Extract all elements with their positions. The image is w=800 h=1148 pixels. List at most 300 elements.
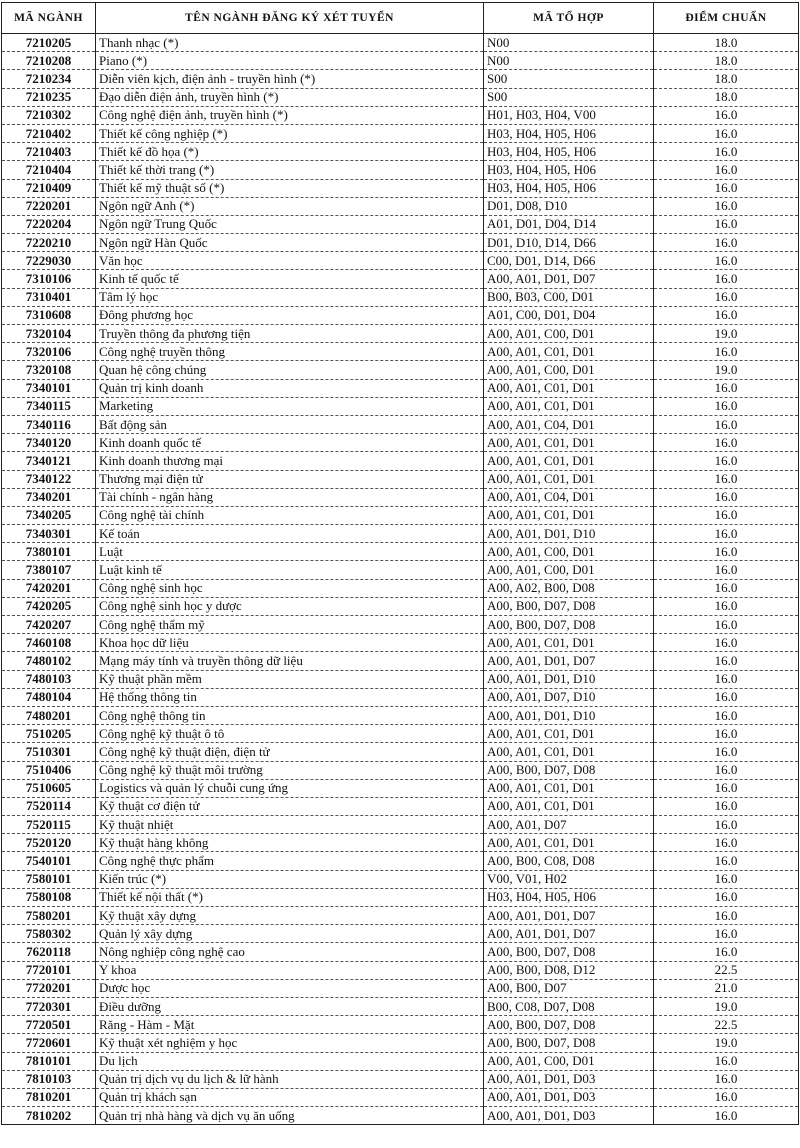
major-name-cell: Công nghệ truyền thông <box>96 343 484 361</box>
major-name-cell: Thương mại điện tử <box>96 470 484 488</box>
subject-combination-cell: A00, A02, B00, D08 <box>484 579 654 597</box>
table-row <box>2 597 799 615</box>
major-code-cell: 7340205 <box>2 506 96 524</box>
major-name-cell: Tâm lý học <box>96 288 484 306</box>
major-name-cell: Công nghệ thẩm mỹ <box>96 616 484 634</box>
subject-combination-cell: H03, H04, H05, H06 <box>484 179 654 197</box>
major-code-cell: 7310401 <box>2 288 96 306</box>
table-row <box>2 779 799 797</box>
major-name-cell: Dược học <box>96 979 484 997</box>
table-row <box>2 306 799 324</box>
major-name-cell: Kỹ thuật hàng không <box>96 834 484 852</box>
table-row <box>2 543 799 561</box>
table-row <box>2 506 799 524</box>
cutoff-score-cell: 19.0 <box>654 997 799 1015</box>
subject-combination-cell: A00, B00, D07, D08 <box>484 597 654 615</box>
major-code-cell: 7340116 <box>2 415 96 433</box>
cutoff-score-cell: 16.0 <box>654 288 799 306</box>
cutoff-score-cell: 22.5 <box>654 961 799 979</box>
subject-combination-cell: A00, A01, C04, D01 <box>484 415 654 433</box>
subject-combination-cell: A00, A01, D01, D07 <box>484 652 654 670</box>
major-code-cell: 7210409 <box>2 179 96 197</box>
cutoff-score-cell: 16.0 <box>654 270 799 288</box>
table-row <box>2 525 799 543</box>
subject-combination-cell: A00, A01, C00, D01 <box>484 1052 654 1070</box>
major-code-cell: 7810202 <box>2 1107 96 1125</box>
cutoff-score-cell: 16.0 <box>654 907 799 925</box>
major-name-cell: Công nghệ sinh học y dược <box>96 597 484 615</box>
major-code-cell: 7380101 <box>2 543 96 561</box>
major-name-cell: Quản trị khách sạn <box>96 1088 484 1106</box>
major-code-cell: 7720301 <box>2 997 96 1015</box>
subject-combination-cell: A00, A01, C01, D01 <box>484 634 654 652</box>
cutoff-score-cell: 16.0 <box>654 561 799 579</box>
cutoff-score-cell: 16.0 <box>654 506 799 524</box>
major-code-cell: 7720501 <box>2 1016 96 1034</box>
subject-combination-cell: S00 <box>484 88 654 106</box>
major-name-cell: Kinh tế quốc tế <box>96 270 484 288</box>
subject-combination-cell: A00, A01, C01, D01 <box>484 506 654 524</box>
table-row <box>2 688 799 706</box>
table-row <box>2 70 799 88</box>
cutoff-score-cell: 16.0 <box>654 852 799 870</box>
major-code-cell: 7810201 <box>2 1088 96 1106</box>
subject-combination-cell: A00, A01, D07, D10 <box>484 688 654 706</box>
major-code-cell: 7210208 <box>2 52 96 70</box>
major-code-cell: 7580302 <box>2 925 96 943</box>
subject-combination-cell: B00, B03, C00, D01 <box>484 288 654 306</box>
major-name-cell: Công nghệ thực phẩm <box>96 852 484 870</box>
table-row <box>2 634 799 652</box>
major-name-cell: Công nghệ kỹ thuật môi trường <box>96 761 484 779</box>
table-row <box>2 361 799 379</box>
subject-combination-cell: A00, B00, D07, D08 <box>484 943 654 961</box>
major-code-cell: 7810101 <box>2 1052 96 1070</box>
cutoff-score-cell: 16.0 <box>654 215 799 233</box>
subject-combination-cell: A00, A01, D01, D10 <box>484 525 654 543</box>
subject-combination-cell: A00, A01, C01, D01 <box>484 397 654 415</box>
table-row <box>2 1070 799 1088</box>
major-code-cell: 7210302 <box>2 106 96 124</box>
subject-combination-cell: A00, B00, D07, D08 <box>484 761 654 779</box>
table-row <box>2 1052 799 1070</box>
cutoff-score-cell: 16.0 <box>654 1088 799 1106</box>
major-name-cell: Y khoa <box>96 961 484 979</box>
subject-combination-cell: A00, A01, D01, D03 <box>484 1070 654 1088</box>
major-name-cell: Kế toán <box>96 525 484 543</box>
major-name-cell: Ngôn ngữ Trung Quốc <box>96 215 484 233</box>
subject-combination-cell: A00, A01, D01, D07 <box>484 270 654 288</box>
major-code-cell: 7420205 <box>2 597 96 615</box>
major-name-cell: Công nghệ sinh học <box>96 579 484 597</box>
cutoff-score-cell: 16.0 <box>654 415 799 433</box>
cutoff-score-cell: 16.0 <box>654 161 799 179</box>
subject-combination-cell: A00, A01, C01, D01 <box>484 725 654 743</box>
subject-combination-cell: H01, H03, H04, V00 <box>484 106 654 124</box>
subject-combination-cell: A00, A01, C00, D01 <box>484 325 654 343</box>
major-name-cell: Thiết kế thời trang (*) <box>96 161 484 179</box>
subject-combination-cell: A00, A01, C01, D01 <box>484 434 654 452</box>
table-row <box>2 452 799 470</box>
cutoff-score-cell: 16.0 <box>654 124 799 142</box>
cutoff-score-cell: 16.0 <box>654 179 799 197</box>
table-row <box>2 106 799 124</box>
major-code-cell: 7380107 <box>2 561 96 579</box>
table-row <box>2 161 799 179</box>
major-name-cell: Bất động sản <box>96 415 484 433</box>
cutoff-score-cell: 16.0 <box>654 1107 799 1125</box>
cutoff-score-cell: 16.0 <box>654 943 799 961</box>
table-row <box>2 797 799 815</box>
header-subject-combination: MÃ TỔ HỢP <box>484 3 654 34</box>
subject-combination-cell: A01, D01, D04, D14 <box>484 215 654 233</box>
major-name-cell: Công nghệ tài chính <box>96 506 484 524</box>
major-name-cell: Luật <box>96 543 484 561</box>
subject-combination-cell: A00, B00, D07 <box>484 979 654 997</box>
cutoff-score-cell: 16.0 <box>654 397 799 415</box>
major-code-cell: 7340115 <box>2 397 96 415</box>
major-name-cell: Răng - Hàm - Mặt <box>96 1016 484 1034</box>
major-name-cell: Điều dưỡng <box>96 997 484 1015</box>
table-row <box>2 325 799 343</box>
major-code-cell: 7320106 <box>2 343 96 361</box>
cutoff-score-cell: 16.0 <box>654 670 799 688</box>
major-name-cell: Khoa học dữ liệu <box>96 634 484 652</box>
major-name-cell: Văn học <box>96 252 484 270</box>
major-code-cell: 7480102 <box>2 652 96 670</box>
table-row <box>2 34 799 52</box>
table-row <box>2 234 799 252</box>
cutoff-score-cell: 16.0 <box>654 452 799 470</box>
subject-combination-cell: A00, A01, D01, D03 <box>484 1088 654 1106</box>
cutoff-score-cell: 16.0 <box>654 816 799 834</box>
subject-combination-cell: V00, V01, H02 <box>484 870 654 888</box>
table-row <box>2 852 799 870</box>
cutoff-score-cell: 18.0 <box>654 88 799 106</box>
cutoff-score-cell: 16.0 <box>654 688 799 706</box>
header-major-code: MÃ NGÀNH <box>2 3 96 34</box>
subject-combination-cell: H03, H04, H05, H06 <box>484 888 654 906</box>
major-code-cell: 7320104 <box>2 325 96 343</box>
cutoff-score-cell: 16.0 <box>654 470 799 488</box>
major-name-cell: Quản lý xây dựng <box>96 925 484 943</box>
major-name-cell: Kỹ thuật phần mềm <box>96 670 484 688</box>
subject-combination-cell: H03, H04, H05, H06 <box>484 143 654 161</box>
cutoff-score-cell: 16.0 <box>654 616 799 634</box>
subject-combination-cell: A00, B00, D07, D08 <box>484 616 654 634</box>
major-name-cell: Thiết kế mỹ thuật số (*) <box>96 179 484 197</box>
major-code-cell: 7340122 <box>2 470 96 488</box>
major-name-cell: Thiết kế đồ họa (*) <box>96 143 484 161</box>
table-row <box>2 997 799 1015</box>
major-name-cell: Luật kinh tế <box>96 561 484 579</box>
table-row <box>2 1016 799 1034</box>
subject-combination-cell: N00 <box>484 34 654 52</box>
major-code-cell: 7340120 <box>2 434 96 452</box>
major-code-cell: 7420207 <box>2 616 96 634</box>
major-code-cell: 7460108 <box>2 634 96 652</box>
table-row <box>2 670 799 688</box>
cutoff-score-cell: 19.0 <box>654 325 799 343</box>
table-row <box>2 961 799 979</box>
cutoff-score-cell: 16.0 <box>654 543 799 561</box>
major-code-cell: 7210402 <box>2 124 96 142</box>
table-row <box>2 816 799 834</box>
cutoff-score-cell: 16.0 <box>654 652 799 670</box>
subject-combination-cell: A00, A01, C01, D01 <box>484 779 654 797</box>
table-row <box>2 616 799 634</box>
major-name-cell: Công nghệ kỹ thuật ô tô <box>96 725 484 743</box>
major-name-cell: Logistics và quản lý chuỗi cung ứng <box>96 779 484 797</box>
cutoff-score-cell: 16.0 <box>654 379 799 397</box>
table-row <box>2 252 799 270</box>
major-name-cell: Du lịch <box>96 1052 484 1070</box>
subject-combination-cell: A00, A01, C01, D01 <box>484 834 654 852</box>
major-code-cell: 7520115 <box>2 816 96 834</box>
major-code-cell: 7480201 <box>2 706 96 724</box>
major-code-cell: 7510605 <box>2 779 96 797</box>
cutoff-score-cell: 16.0 <box>654 197 799 215</box>
major-name-cell: Kinh doanh thương mại <box>96 452 484 470</box>
cutoff-score-cell: 16.0 <box>654 634 799 652</box>
major-code-cell: 7210234 <box>2 70 96 88</box>
cutoff-score-cell: 16.0 <box>654 434 799 452</box>
major-code-cell: 7220210 <box>2 234 96 252</box>
subject-combination-cell: A00, A01, C01, D01 <box>484 797 654 815</box>
major-name-cell: Công nghệ thông tin <box>96 706 484 724</box>
major-name-cell: Đông phương học <box>96 306 484 324</box>
cutoff-score-cell: 22.5 <box>654 1016 799 1034</box>
major-code-cell: 7340101 <box>2 379 96 397</box>
cutoff-score-cell: 16.0 <box>654 1070 799 1088</box>
table-row <box>2 470 799 488</box>
cutoff-score-cell: 18.0 <box>654 52 799 70</box>
major-code-cell: 7480103 <box>2 670 96 688</box>
table-row <box>2 343 799 361</box>
table-row <box>2 652 799 670</box>
major-name-cell: Thanh nhạc (*) <box>96 34 484 52</box>
cutoff-score-cell: 16.0 <box>654 579 799 597</box>
major-name-cell: Truyền thông đa phương tiện <box>96 325 484 343</box>
subject-combination-cell: A00, A01, D01, D03 <box>484 1107 654 1125</box>
table-row <box>2 179 799 197</box>
major-name-cell: Thiết kế công nghiệp (*) <box>96 124 484 142</box>
major-name-cell: Kỹ thuật xây dựng <box>96 907 484 925</box>
major-code-cell: 7510301 <box>2 743 96 761</box>
major-name-cell: Thiết kế nội thất (*) <box>96 888 484 906</box>
table-row <box>2 888 799 906</box>
subject-combination-cell: A00, A01, D07 <box>484 816 654 834</box>
table-row <box>2 761 799 779</box>
cutoff-score-cell: 16.0 <box>654 106 799 124</box>
table-row <box>2 743 799 761</box>
major-code-cell: 7210205 <box>2 34 96 52</box>
cutoff-score-cell: 16.0 <box>654 925 799 943</box>
table-row <box>2 943 799 961</box>
table-row <box>2 725 799 743</box>
subject-combination-cell: A00, B00, D08, D12 <box>484 961 654 979</box>
subject-combination-cell: A00, A01, D01, D07 <box>484 907 654 925</box>
major-code-cell: 7210235 <box>2 88 96 106</box>
major-name-cell: Quản trị nhà hàng và dịch vụ ăn uống <box>96 1107 484 1125</box>
major-code-cell: 7540101 <box>2 852 96 870</box>
header-cutoff-score: ĐIỂM CHUẨN <box>654 3 799 34</box>
cutoff-score-cell: 16.0 <box>654 725 799 743</box>
major-code-cell: 7580101 <box>2 870 96 888</box>
subject-combination-cell: C00, D01, D14, D66 <box>484 252 654 270</box>
major-name-cell: Quan hệ công chúng <box>96 361 484 379</box>
major-name-cell: Kỹ thuật xét nghiệm y học <box>96 1034 484 1052</box>
subject-combination-cell: A00, A01, D01, D10 <box>484 670 654 688</box>
major-code-cell: 7480104 <box>2 688 96 706</box>
major-code-cell: 7810103 <box>2 1070 96 1088</box>
major-code-cell: 7420201 <box>2 579 96 597</box>
major-name-cell: Tài chính - ngân hàng <box>96 488 484 506</box>
table-header-row <box>2 3 799 34</box>
cutoff-score-cell: 16.0 <box>654 888 799 906</box>
major-name-cell: Công nghệ điện ảnh, truyền hình (*) <box>96 106 484 124</box>
major-name-cell: Mạng máy tính và truyền thông dữ liệu <box>96 652 484 670</box>
major-code-cell: 7340201 <box>2 488 96 506</box>
major-name-cell: Kinh doanh quốc tế <box>96 434 484 452</box>
cutoff-score-cell: 16.0 <box>654 525 799 543</box>
subject-combination-cell: D01, D08, D10 <box>484 197 654 215</box>
table-row <box>2 434 799 452</box>
major-name-cell: Marketing <box>96 397 484 415</box>
major-name-cell: Diễn viên kịch, điện ảnh - truyền hình (*) <box>96 70 484 88</box>
major-code-cell: 7510406 <box>2 761 96 779</box>
table-row <box>2 143 799 161</box>
table-row <box>2 52 799 70</box>
cutoff-score-cell: 19.0 <box>654 1034 799 1052</box>
subject-combination-cell: B00, C08, D07, D08 <box>484 997 654 1015</box>
subject-combination-cell: S00 <box>484 70 654 88</box>
table-row <box>2 834 799 852</box>
cutoff-score-cell: 16.0 <box>654 234 799 252</box>
table-row <box>2 907 799 925</box>
major-code-cell: 7720201 <box>2 979 96 997</box>
table-row <box>2 561 799 579</box>
header-major-name: TÊN NGÀNH ĐĂNG KÝ XÉT TUYỂN <box>96 3 484 34</box>
major-name-cell: Quản trị kinh doanh <box>96 379 484 397</box>
table-row <box>2 488 799 506</box>
subject-combination-cell: A00, A01, C04, D01 <box>484 488 654 506</box>
major-code-cell: 7580108 <box>2 888 96 906</box>
cutoff-score-cell: 18.0 <box>654 70 799 88</box>
table-row <box>2 706 799 724</box>
cutoff-score-cell: 16.0 <box>654 743 799 761</box>
subject-combination-cell: A00, A01, C00, D01 <box>484 561 654 579</box>
cutoff-score-cell: 16.0 <box>654 1052 799 1070</box>
major-code-cell: 7310608 <box>2 306 96 324</box>
table-body <box>2 34 799 1125</box>
major-code-cell: 7220201 <box>2 197 96 215</box>
admission-scores-table <box>1 2 799 1125</box>
major-name-cell: Ngôn ngữ Anh (*) <box>96 197 484 215</box>
major-code-cell: 7210403 <box>2 143 96 161</box>
subject-combination-cell: N00 <box>484 52 654 70</box>
cutoff-score-cell: 16.0 <box>654 306 799 324</box>
table-row <box>2 197 799 215</box>
table-row <box>2 1107 799 1125</box>
major-code-cell: 7229030 <box>2 252 96 270</box>
major-code-cell: 7340121 <box>2 452 96 470</box>
major-name-cell: Hệ thống thông tin <box>96 688 484 706</box>
subject-combination-cell: A00, B00, C08, D08 <box>484 852 654 870</box>
major-code-cell: 7720601 <box>2 1034 96 1052</box>
table-row <box>2 124 799 142</box>
major-name-cell: Kỹ thuật nhiệt <box>96 816 484 834</box>
admission-table-container <box>1 2 798 1125</box>
cutoff-score-cell: 16.0 <box>654 488 799 506</box>
table-row <box>2 979 799 997</box>
subject-combination-cell: A01, C00, D01, D04 <box>484 306 654 324</box>
table-row <box>2 415 799 433</box>
cutoff-score-cell: 21.0 <box>654 979 799 997</box>
cutoff-score-cell: 18.0 <box>654 34 799 52</box>
subject-combination-cell: A00, A01, D01, D10 <box>484 706 654 724</box>
subject-combination-cell: A00, A01, C01, D01 <box>484 379 654 397</box>
major-name-cell: Đạo diễn điện ảnh, truyền hình (*) <box>96 88 484 106</box>
table-row <box>2 379 799 397</box>
cutoff-score-cell: 16.0 <box>654 597 799 615</box>
cutoff-score-cell: 16.0 <box>654 870 799 888</box>
major-name-cell: Nông nghiệp công nghệ cao <box>96 943 484 961</box>
subject-combination-cell: A00, A01, C01, D01 <box>484 743 654 761</box>
subject-combination-cell: D01, D10, D14, D66 <box>484 234 654 252</box>
table-row <box>2 1088 799 1106</box>
major-code-cell: 7510205 <box>2 725 96 743</box>
major-name-cell: Kiến trúc (*) <box>96 870 484 888</box>
major-name-cell: Piano (*) <box>96 52 484 70</box>
subject-combination-cell: H03, H04, H05, H06 <box>484 124 654 142</box>
major-code-cell: 7580201 <box>2 907 96 925</box>
subject-combination-cell: A00, B00, D07, D08 <box>484 1016 654 1034</box>
cutoff-score-cell: 16.0 <box>654 252 799 270</box>
major-code-cell: 7220204 <box>2 215 96 233</box>
subject-combination-cell: A00, B00, D07, D08 <box>484 1034 654 1052</box>
table-row <box>2 270 799 288</box>
subject-combination-cell: A00, A01, C01, D01 <box>484 470 654 488</box>
major-name-cell: Công nghệ kỹ thuật điện, điện tử <box>96 743 484 761</box>
major-code-cell: 7620118 <box>2 943 96 961</box>
major-name-cell: Quản trị dịch vụ du lịch & lữ hành <box>96 1070 484 1088</box>
major-name-cell: Kỹ thuật cơ điện tử <box>96 797 484 815</box>
table-row <box>2 579 799 597</box>
cutoff-score-cell: 16.0 <box>654 834 799 852</box>
major-code-cell: 7340301 <box>2 525 96 543</box>
table-row <box>2 397 799 415</box>
table-row <box>2 88 799 106</box>
cutoff-score-cell: 16.0 <box>654 343 799 361</box>
subject-combination-cell: A00, A01, C01, D01 <box>484 343 654 361</box>
subject-combination-cell: H03, H04, H05, H06 <box>484 161 654 179</box>
cutoff-score-cell: 16.0 <box>654 797 799 815</box>
cutoff-score-cell: 16.0 <box>654 143 799 161</box>
major-code-cell: 7210404 <box>2 161 96 179</box>
major-code-cell: 7520120 <box>2 834 96 852</box>
table-row <box>2 215 799 233</box>
cutoff-score-cell: 16.0 <box>654 761 799 779</box>
table-row <box>2 288 799 306</box>
cutoff-score-cell: 19.0 <box>654 361 799 379</box>
major-name-cell: Ngôn ngữ Hàn Quốc <box>96 234 484 252</box>
subject-combination-cell: A00, A01, C00, D01 <box>484 543 654 561</box>
major-code-cell: 7320108 <box>2 361 96 379</box>
subject-combination-cell: A00, A01, C00, D01 <box>484 361 654 379</box>
table-row <box>2 1034 799 1052</box>
major-code-cell: 7310106 <box>2 270 96 288</box>
